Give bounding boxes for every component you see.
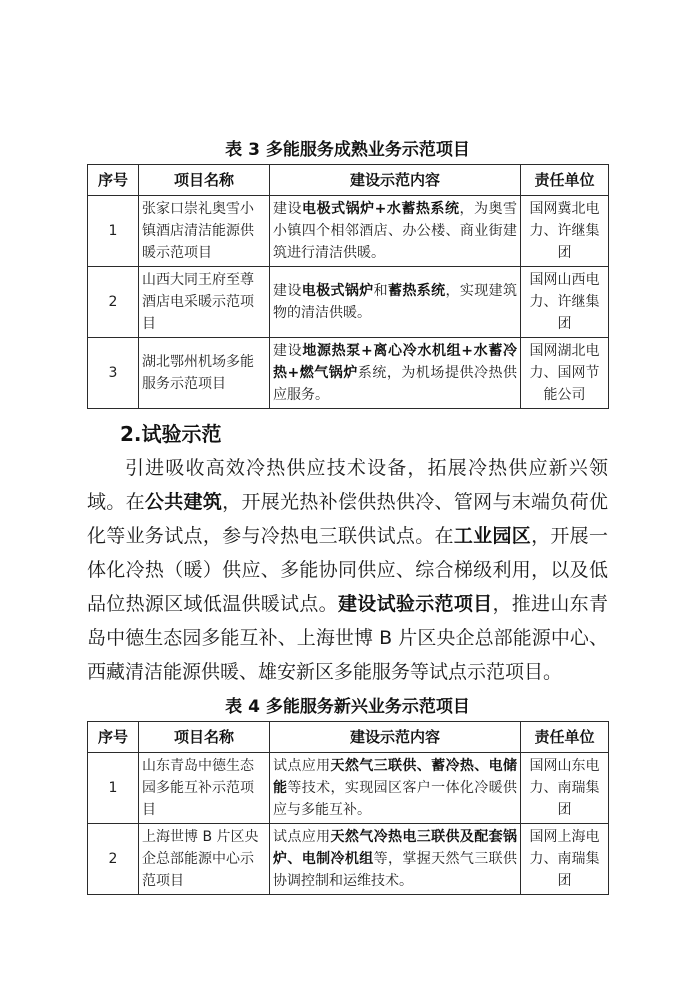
column-header-no: 序号 [88, 722, 139, 753]
row-number-cell: 3 [88, 338, 139, 409]
column-header-no: 序号 [88, 165, 139, 196]
project-name-cell: 山东青岛中德生态园多能互补示范项目 [139, 753, 270, 824]
content-cell: 建设电极式锅炉+水蓄热系统，为奥雪小镇四个相邻酒店、办公楼、商业街建筑进行清洁供暖。 [270, 196, 521, 267]
unit-cell: 国网山西电力、许继集团 [521, 267, 609, 338]
content-cell: 试点应用天然气三联供、蓄冷热、电储能等技术，实现园区客户一体化冷暖供应与多能互补。 [270, 753, 521, 824]
table3 [87, 164, 609, 409]
column-header-content: 建设示范内容 [270, 165, 521, 196]
project-name-cell: 上海世博 B 片区央企总部能源中心示范项目 [139, 824, 270, 895]
section-heading: 2.试验示范 [120, 422, 222, 446]
table3-title: 表 3 多能服务成熟业务示范项目 [225, 140, 470, 160]
page-content [87, 138, 608, 895]
row-number-cell: 2 [88, 267, 139, 338]
column-header-content: 建设示范内容 [270, 722, 521, 753]
content-cell: 建设电极式锅炉和蓄热系统，实现建筑物的清洁供暖。 [270, 267, 521, 338]
table4-title: 表 4 多能服务新兴业务示范项目 [225, 697, 470, 717]
unit-cell: 国网湖北电力、国网节能公司 [521, 338, 609, 409]
project-name-cell: 湖北鄂州机场多能服务示范项目 [139, 338, 270, 409]
row-number-cell: 1 [88, 753, 139, 824]
column-header-project-name: 项目名称 [139, 722, 270, 753]
table-row [88, 753, 609, 824]
column-header-unit: 责任单位 [521, 722, 609, 753]
section-paragraph: 引进吸收高效冷热供应技术设备，拓展冷热供应新兴领域。在公共建筑，开展光热补偿供热供冷、管网与末端负荷优化等业务试点，参与冷热电三联供试点。在工业园区，开展一体化冷热（暖）供应、多能协同供应、综合梯级利用，以及低品位热源区域低温供暖试点。建设试验示范项目，推进山东青岛中德生态园多能互补、上海世博 B 片区央企总部能源中心、西藏清洁能源供暖、雄安新区多能服务等试点示范项目。 [87, 457, 608, 683]
table-row [88, 824, 609, 895]
row-number-cell: 2 [88, 824, 139, 895]
table-row [88, 196, 609, 267]
unit-cell: 国网冀北电力、许继集团 [521, 196, 609, 267]
content-cell: 试点应用天然气冷热电三联供及配套锅炉、电制冷机组等，掌握天然气三联供协调控制和运维技术。 [270, 824, 521, 895]
project-name-cell: 张家口崇礼奥雪小镇酒店清洁能源供暖示范项目 [139, 196, 270, 267]
table-row [88, 338, 609, 409]
row-number-cell: 1 [88, 196, 139, 267]
project-name-cell: 山西大同王府至尊酒店电采暖示范项目 [139, 267, 270, 338]
table4 [87, 721, 609, 895]
unit-cell: 国网山东电力、南瑞集团 [521, 753, 609, 824]
unit-cell: 国网上海电力、南瑞集团 [521, 824, 609, 895]
table3-header-row [88, 165, 609, 196]
column-header-project-name: 项目名称 [139, 165, 270, 196]
table4-header-row [88, 722, 609, 753]
column-header-unit: 责任单位 [521, 165, 609, 196]
table-row [88, 267, 609, 338]
content-cell: 建设地源热泵+离心冷水机组+水蓄冷热+燃气锅炉系统，为机场提供冷热供应服务。 [270, 338, 521, 409]
